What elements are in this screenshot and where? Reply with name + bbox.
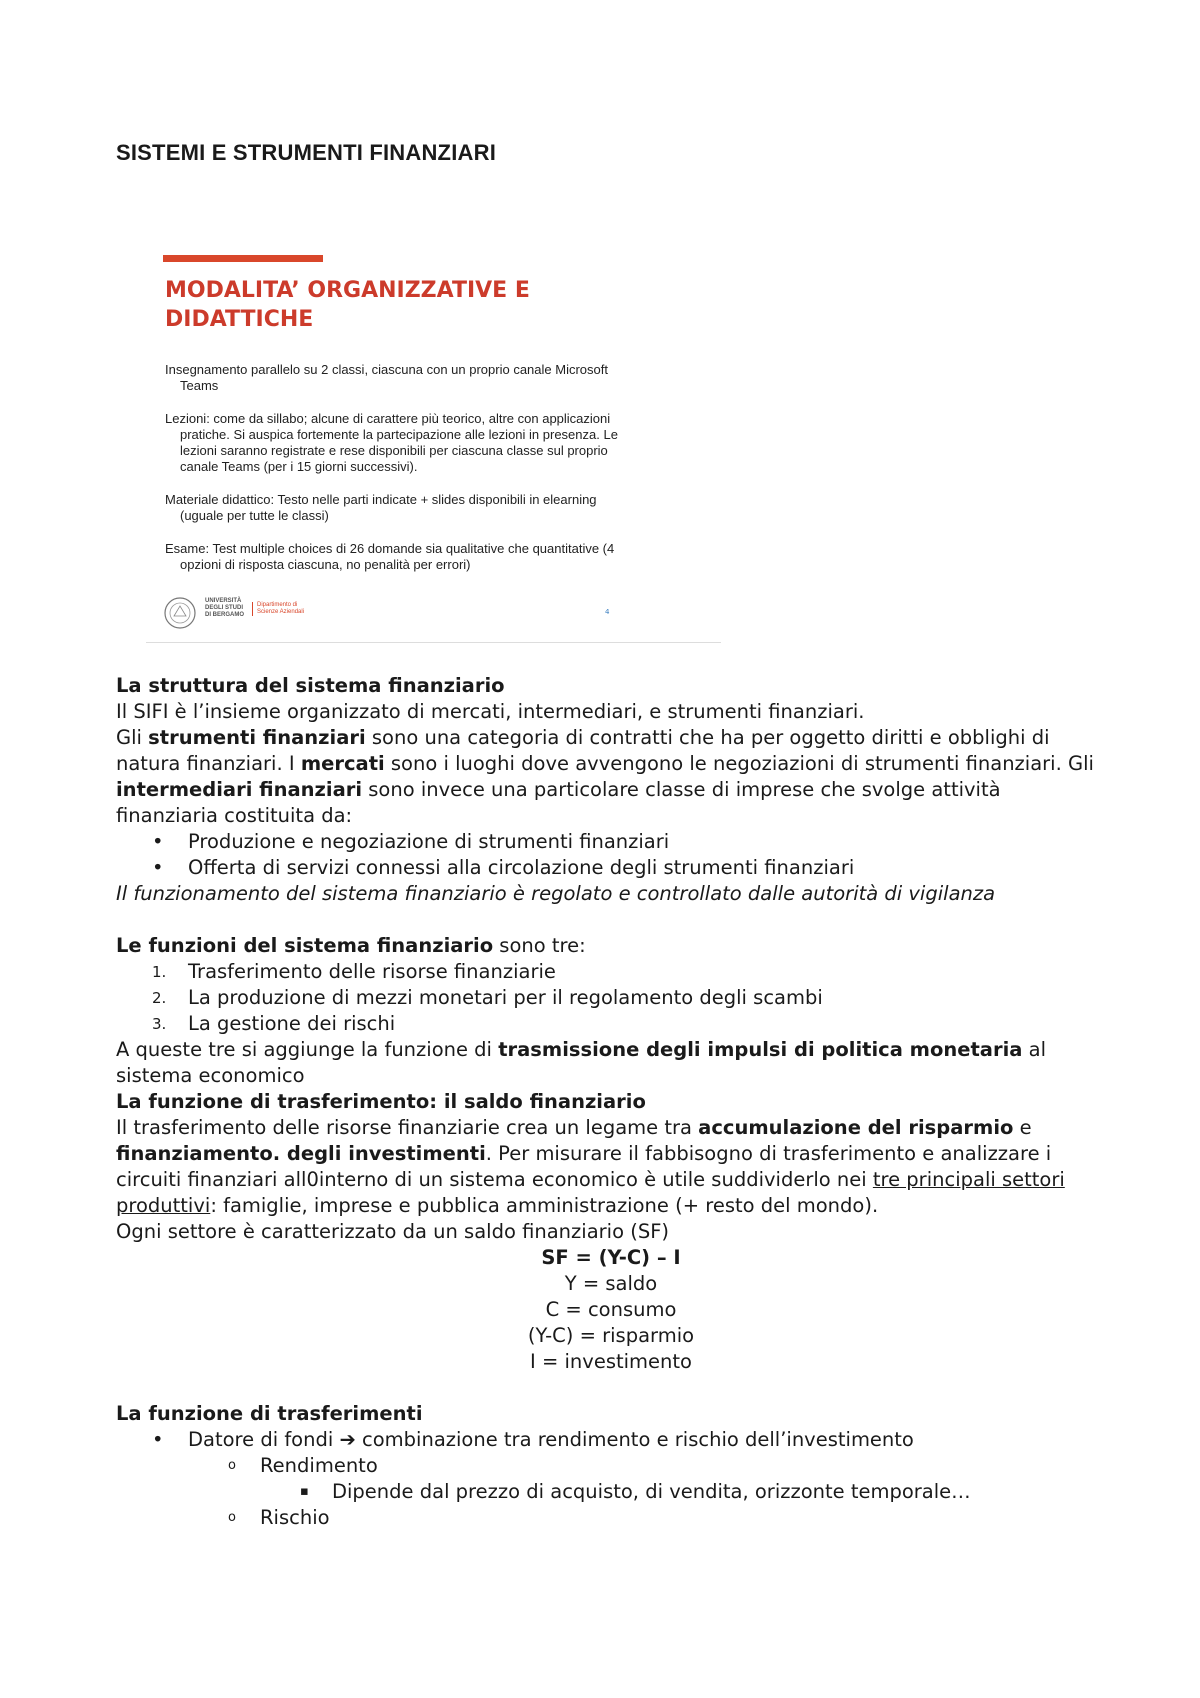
university-seal-icon	[163, 596, 197, 630]
list-number: 1.	[152, 963, 167, 981]
paragraph: Gli strumenti finanziari sono una categoria di contratti che ha per oggetto diritti e obblighi di natura finanziari. I mercati sono i luoghi dove avvengono le negoziazioni di strumenti finanziari. Gli intermediari finanziari sono invece una particolare classe di imprese che svolge attività finanziaria costituita da:	[116, 726, 1094, 827]
sub-list-item: o Rendimento	[228, 1454, 378, 1477]
square-bullet-icon: ▪	[300, 1484, 309, 1499]
slide-item: Insegnamento parallelo su 2 classi, ciascuna con un proprio canale Microsoft Teams	[165, 362, 608, 393]
embedded-slide-image	[146, 194, 721, 643]
slide-item: Esame: Test multiple choices di 26 domande sia qualitative che quantitative (4 opzioni di risposta ciascuna, no penalità per errori)	[165, 541, 615, 572]
paragraph: Il trasferimento delle risorse finanziarie crea un legame tra accumulazione del risparmio e finanziamento. degli investimenti. Per misurare il fabbisogno di trasferimento e analizzare i circuiti finanziari all0interno di un sistema economico è utile suddividerlo nei tre principali settori produttivi: famiglie, imprese e pubblica amministrazione (+ resto del mondo).	[116, 1116, 1065, 1217]
sub-list-item: o Rischio	[228, 1506, 330, 1529]
bullet-icon: •	[152, 1428, 164, 1451]
numbered-item: 3. La gestione dei rischi	[152, 1012, 396, 1035]
circle-bullet-icon: o	[228, 1510, 236, 1525]
section-heading: La funzione di trasferimenti	[116, 1402, 423, 1425]
slide-item: Materiale didattico: Testo nelle parti indicate + slides disponibili in elearning (uguale per tutte le classi)	[165, 492, 597, 523]
numbered-item: 2. La produzione di mezzi monetari per il regolamento degli scambi	[152, 986, 823, 1009]
section-heading: La funzione di trasferimento: il saldo finanziario	[116, 1090, 646, 1113]
document-page	[116, 140, 1106, 1531]
list-item: • Datore di fondi ➔ combinazione tra rendimento e rischio dell’investimento	[152, 1428, 914, 1451]
list-item: • Produzione e negoziazione di strumenti finanziari	[152, 830, 670, 853]
paragraph: Ogni settore è caratterizzato da un saldo finanziario (SF)	[116, 1220, 670, 1243]
formula-definition: I = investimento	[530, 1350, 692, 1373]
bullet-icon: •	[152, 856, 164, 879]
paragraph: A queste tre si aggiunge la funzione di trasmissione degli impulsi di politica monetaria al sistema economico	[116, 1038, 1046, 1087]
numbered-item: 1. Trasferimento delle risorse finanziarie	[152, 960, 556, 983]
slide-footer	[163, 594, 703, 632]
list-item: • Offerta di servizi connessi alla circolazione degli strumenti finanziari	[152, 856, 855, 879]
circle-bullet-icon: o	[228, 1458, 236, 1473]
formula-definition: Y = saldo	[564, 1272, 658, 1295]
document-title: SISTEMI E STRUMENTI FINANZIARI	[116, 140, 496, 165]
list-number: 2.	[152, 989, 167, 1007]
sub-sub-list-item: ▪ Dipende dal prezzo di acquisto, di vendita, orizzonte temporale…	[300, 1480, 971, 1503]
slide-item: Lezioni: come da sillabo; alcune di carattere più teorico, altre con applicazioni pratiche. Si auspica fortemente la partecipazione alle lezioni in presenza. Le lezioni saranno registrate e rese disponibili per ciascuna classe sul proprio canale Teams (per i 15 giorni successivi).	[165, 411, 618, 474]
arrow-right-icon: ➔	[339, 1428, 356, 1451]
section-heading: Le funzioni del sistema finanziario sono tre:	[116, 934, 586, 957]
slide-page-number: 4	[605, 608, 610, 616]
paragraph: Il SIFI è l’insieme organizzato di mercati, intermediari, e strumenti finanziari.	[116, 700, 865, 723]
list-number: 3.	[152, 1015, 167, 1033]
university-name: UNIVERSITÀ DEGLI STUDI DI BERGAMO	[205, 598, 244, 618]
slide-title: MODALITA’ ORGANIZZATIVE E DIDATTICHE	[165, 278, 530, 332]
bullet-icon: •	[152, 830, 164, 853]
formula: SF = (Y-C) – I	[541, 1246, 681, 1269]
formula-definition: C = consumo	[545, 1298, 677, 1321]
italic-note: Il funzionamento del sistema finanziario è regolato e controllato dalle autorità di vigilanza	[116, 882, 996, 905]
document-body	[116, 673, 1106, 1531]
department-name: Dipartimento di Scienze Aziendali	[252, 602, 317, 616]
section-heading: La struttura del sistema finanziario	[116, 674, 505, 697]
slide-content	[165, 362, 625, 590]
slide-accent-bar	[163, 255, 323, 262]
formula-definition: (Y-C) = risparmio	[527, 1324, 695, 1347]
